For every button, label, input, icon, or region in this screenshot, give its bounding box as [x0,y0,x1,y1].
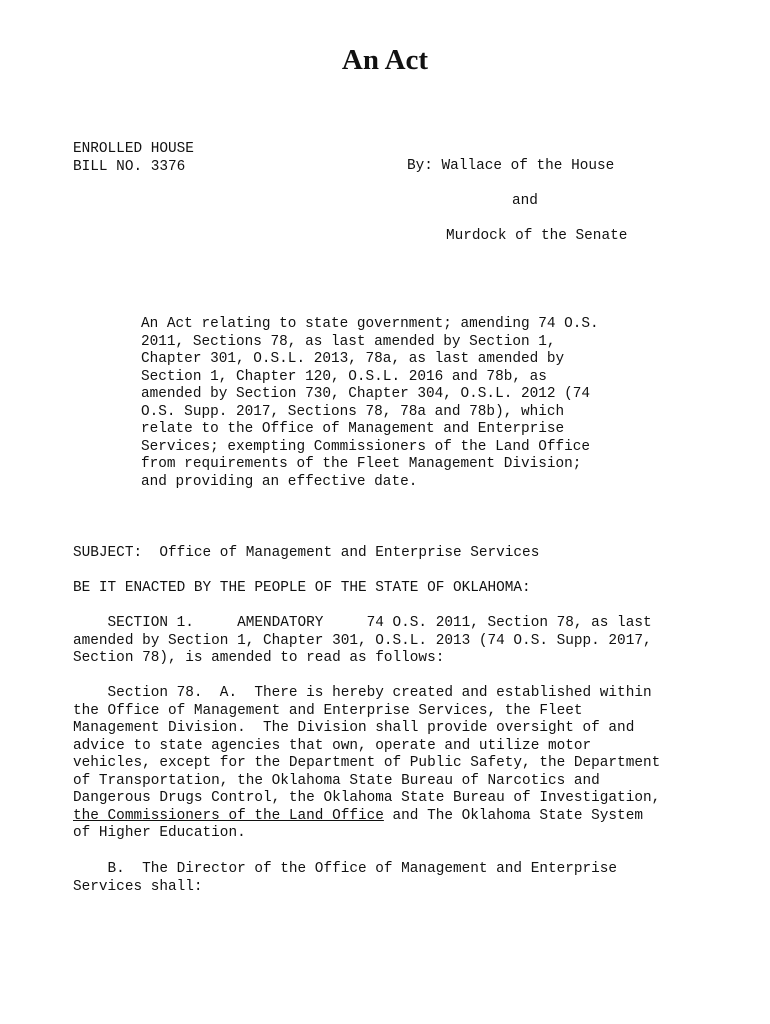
section-line: amended by Section 1, Chapter 301, O.S.L. 2013 (74 O.S. Supp. 2017, [73,632,652,649]
summary-line: Section 1, Chapter 120, O.S.L. 2016 and 78b, as [141,368,547,385]
bill-line-1: ENROLLED HOUSE [73,141,194,157]
sponsor-senate: Murdock of the Senate [446,228,628,244]
paragraph-b [73,861,617,896]
section-line: of Higher Education. [73,825,246,841]
sponsor-house: By: Wallace of the House [407,158,615,174]
section-line: SECTION 1. AMENDATORY 74 O.S. 2011, Section 78, as last [73,615,652,631]
section-line: of Transportation, the Oklahoma State Bureau of Narcotics and [73,772,600,789]
bill-summary [141,316,599,491]
summary-line: relate to the Office of Management and Enterprise [141,421,565,437]
document-title: An Act [341,44,429,76]
section-line: the Office of Management and Enterprise Services, the Fleet [73,702,583,719]
section-line: Services shall: [73,878,203,895]
summary-line: Services; exempting Commissioners of the Land Office [141,438,591,455]
sponsor-and: and [512,193,538,209]
summary-line: 2011, Sections 78, as last amended by Section 1, [141,333,556,350]
summary-line: amended by Section 730, Chapter 304, O.S.L. 2012 (74 [141,386,591,402]
section-line: advice to state agencies that own, operate and utilize motor [73,737,592,754]
section-line: Management Division. The Division shall provide oversight of and [73,720,635,736]
section-line: Section 78), is amended to read as follows: [73,650,445,666]
summary-line: An Act relating to state government; amending 74 O.S. [141,316,599,332]
enacting-clause: BE IT ENACTED BY THE PEOPLE OF THE STATE OF OKLAHOMA: [73,580,531,596]
summary-line: and providing an effective date. [141,473,418,490]
summary-line: from requirements of the Fleet Management Division; [141,456,582,472]
bill-number: BILL NO. 3376 [73,158,186,175]
summary-line: Chapter 301, O.S.L. 2013, 78a, as last amended by [141,351,565,367]
section-line: B. The Director of the Office of Management and Enterprise [73,861,618,877]
section-78-paragraph-a [73,685,660,843]
summary-line: O.S. Supp. 2017, Sections 78, 78a and 78b), which [141,403,565,420]
section-line: vehicles, except for the Department of Public Safety, the Department [73,755,661,771]
section-line: Dangerous Drugs Control, the Oklahoma State Bureau of Investigation, [73,790,661,806]
bill-label [73,141,194,176]
section-line: Section 78. A. There is hereby created and established within [73,685,652,701]
subject-line: SUBJECT: Office of Management and Enterprise Services [73,545,540,561]
section-line: and The Oklahoma State System [383,807,643,824]
section-1-heading [73,615,652,668]
underlined-amendment: the Commissioners of the Land Office [73,807,384,824]
